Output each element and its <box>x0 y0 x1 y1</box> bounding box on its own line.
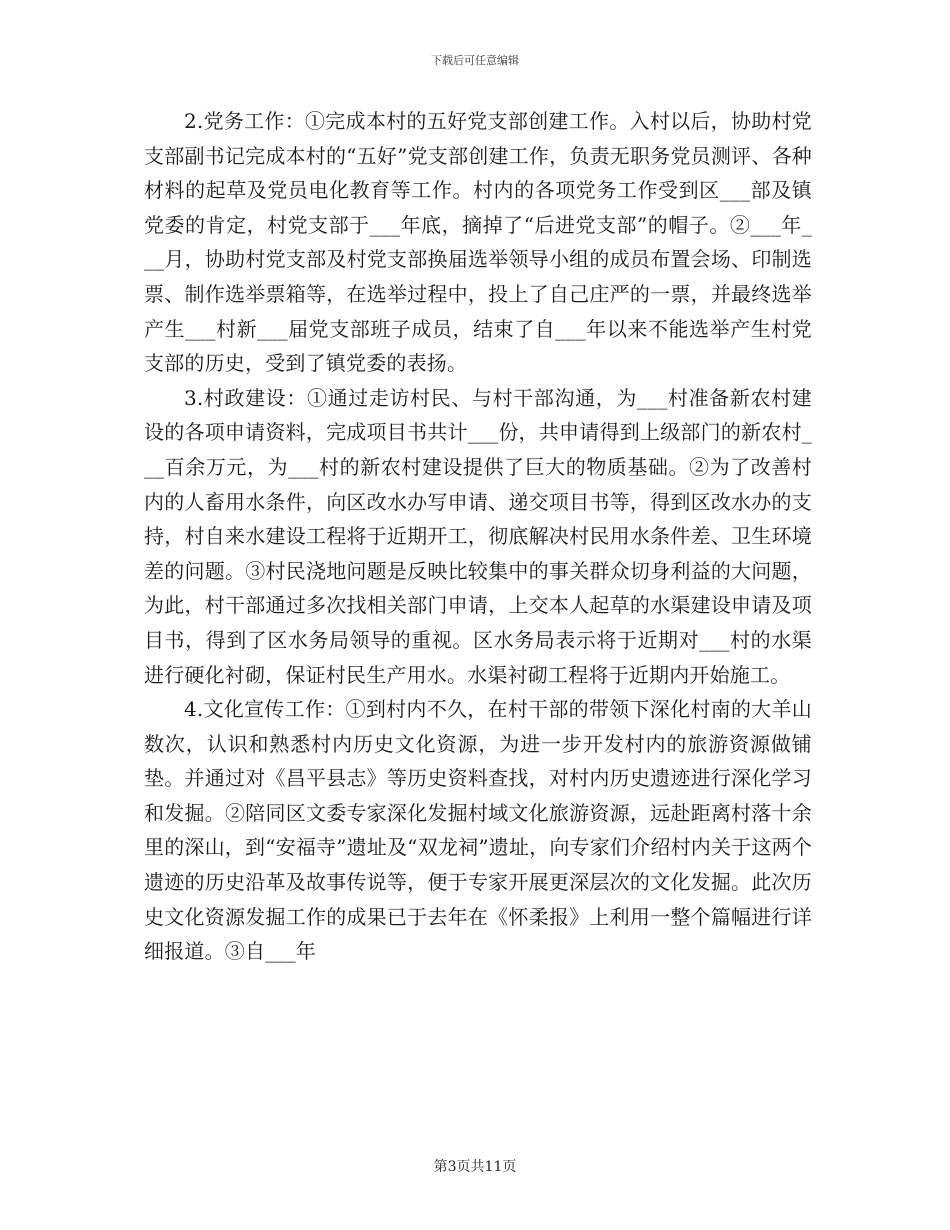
paragraph-village-construction: 3.村政建设：①通过走访村民、与村干部沟通，为___村准备新农村建设的各项申请资料，完成项目书共计___份，共申请得到上级部门的新农村___百余万元，为___村的新农村建设提供了巨大的物质基础。②为了改善村内的人畜用水条件，向区改水办写申请、递交项目书等，得到区改水办的支持，村自来水建设工程将于近期开工，彻底解决村民用水条件差、卫生环境差的问题。③村民浇地问题是反映比较集中的事关群众切身利益的大问题，为此，村干部通过多次找相关部门申请，上交本人起草的水渠建设申请及项目书，得到了区水务局领导的重视。区水务局表示将于近期对___村的水渠进行硬化衬砌，保证村民生产用水。水渠衬砌工程将于近期内开始施工。 <box>144 385 812 687</box>
document-body <box>144 104 812 969</box>
page-header: 下载后可任意编辑 <box>431 54 519 67</box>
page-footer-page-number: 第3页共11页 <box>433 1159 517 1175</box>
paragraph-party-work: 2.党务工作：①完成本村的五好党支部创建工作。入村以后，协助村党支部副书记完成本村的“五好”党支部创建工作，负责无职务党员测评、各种材料的起草及党员电化教育等工作。村内的各项党务工作受到区___部及镇党委的肯定，村党支部于___年底，摘掉了“后进党支部”的帽子。②___年___月，协助村党支部及村党支部换届选举领导小组的成员布置会场、印制选票、制作选举票箱等，在选举过程中，投上了自己庄严的一票，并最终选举产生___村新___届党支部班子成员，结束了自___年以来不能选举产生村党支部的历史，受到了镇党委的表扬。 <box>144 109 812 376</box>
paragraph-cultural-promotion: 4.文化宣传工作：①到村内不久，在村干部的带领下深化村南的大羊山数次，认识和熟悉村内历史文化资源，为进一步开发村内的旅游资源做铺垫。并通过对《昌平县志》等历史资料查找，对村内历史遗迹进行深化学习和发掘。②陪同区文委专家深化发掘村域文化旅游资源，远赴距离村落十余里的深山，到“安福寺”遗址及“双龙祠”遗址，向专家们介绍村内关于这两个遗迹的历史沿革及故事传说等，便于专家开展更深层次的文化发掘。此次历史文化资源发掘工作的成果已于去年在《怀柔报》上利用一整个篇幅进行详细报道。③自___年 <box>144 697 812 964</box>
